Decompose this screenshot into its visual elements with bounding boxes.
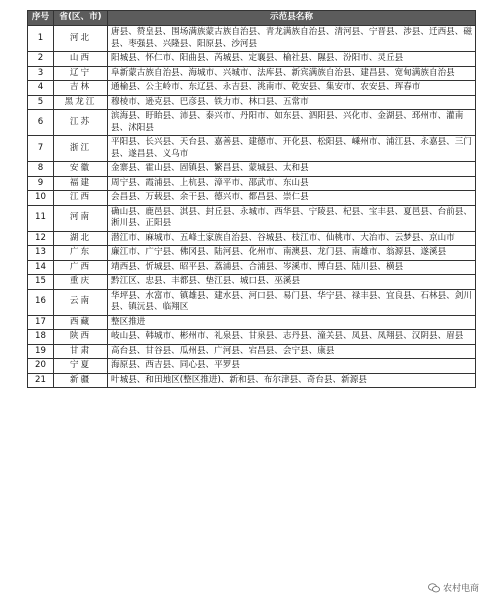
row-province: 浙江 [54, 136, 108, 162]
row-province: 江苏 [54, 110, 108, 136]
table-row [28, 344, 476, 359]
row-province: 河南 [54, 205, 108, 231]
table-row [28, 260, 476, 275]
table-row [28, 373, 476, 388]
row-province: 广东 [54, 246, 108, 261]
table-row [28, 162, 476, 177]
row-number: 5 [28, 95, 54, 110]
row-counties: 潜江市、麻城市、五峰土家族自治县、谷城县、枝江市、仙桃市、大冶市、云梦县、京山市 [108, 231, 476, 246]
row-province: 新疆 [54, 373, 108, 388]
demo-county-table [27, 10, 476, 388]
row-counties: 周宁县、霞浦县、上杭县、漳平市、邵武市、东山县 [108, 176, 476, 191]
row-counties: 金寨县、霍山县、固镇县、繁昌县、蒙城县、太和县 [108, 162, 476, 177]
row-counties: 通榆县、公主岭市、东辽县、永吉县、洮南市、乾安县、集安市、农安县、珲春市 [108, 81, 476, 96]
row-province: 云南 [54, 289, 108, 315]
row-counties: 叶城县、和田地区(整区推进)、新和县、布尔津县、奇台县、新源县 [108, 373, 476, 388]
row-province: 黑龙江 [54, 95, 108, 110]
table-row [28, 52, 476, 67]
table-row [28, 136, 476, 162]
row-counties: 滨海县、盱眙县、沛县、泰兴市、丹阳市、如东县、泗阳县、兴化市、金湖县、邳州市、灌南县、沭阳县 [108, 110, 476, 136]
row-counties: 靖西县、忻城县、昭平县、荔浦县、合浦县、岑溪市、博白县、陆川县、横县 [108, 260, 476, 275]
row-number: 9 [28, 176, 54, 191]
row-number: 8 [28, 162, 54, 177]
row-number: 18 [28, 330, 54, 345]
row-number: 17 [28, 315, 54, 330]
row-province: 重庆 [54, 275, 108, 290]
source-watermark [428, 581, 479, 594]
row-province: 陕西 [54, 330, 108, 345]
table-row [28, 275, 476, 290]
row-counties: 整区推进 [108, 315, 476, 330]
row-counties: 平阳县、长兴县、天台县、嘉善县、建德市、开化县、松阳县、嵊州市、浦江县、永嘉县、三门县、遂昌县、义乌市 [108, 136, 476, 162]
row-province: 山西 [54, 52, 108, 67]
table-row [28, 246, 476, 261]
row-number: 14 [28, 260, 54, 275]
row-province: 河北 [54, 26, 108, 52]
row-number: 2 [28, 52, 54, 67]
watermark-text: 农村电商 [442, 584, 479, 594]
table-row [28, 95, 476, 110]
row-number: 12 [28, 231, 54, 246]
header-province: 省(区、市) [54, 11, 108, 26]
row-counties: 唐县、赞皇县、围场满族蒙古族自治县、青龙满族自治县、清河县、宁晋县、涉县、迁西县、磁县、枣强县、兴隆县、阳原县、沙河县 [108, 26, 476, 52]
wechat-icon [428, 583, 440, 593]
row-counties: 华坪县、水富市、镇雄县、建水县、河口县、易门县、华宁县、禄丰县、宜良县、石林县、剑川县、镇沅县、临翔区 [108, 289, 476, 315]
row-number: 21 [28, 373, 54, 388]
table-header-row [28, 11, 476, 26]
row-counties: 会昌县、万载县、余干县、德兴市、都昌县、崇仁县 [108, 191, 476, 206]
table-row [28, 191, 476, 206]
table-row [28, 359, 476, 374]
row-number: 13 [28, 246, 54, 261]
row-number: 6 [28, 110, 54, 136]
row-counties: 阜新蒙古族自治县、海城市、兴城市、法库县、新宾满族自治县、建昌县、宽甸满族自治县 [108, 66, 476, 81]
row-province: 江西 [54, 191, 108, 206]
header-number: 序号 [28, 11, 54, 26]
row-province: 西藏 [54, 315, 108, 330]
row-province: 安徽 [54, 162, 108, 177]
table-row [28, 205, 476, 231]
row-number: 15 [28, 275, 54, 290]
row-province: 湖北 [54, 231, 108, 246]
row-province: 甘肃 [54, 344, 108, 359]
row-number: 7 [28, 136, 54, 162]
table-row [28, 176, 476, 191]
row-counties: 岐山县、韩城市、彬州市、礼泉县、甘泉县、志丹县、潼关县、凤县、凤翔县、汉阴县、眉县 [108, 330, 476, 345]
row-number: 19 [28, 344, 54, 359]
row-counties: 穆棱市、逊克县、巴彦县、铁力市、林口县、五常市 [108, 95, 476, 110]
row-number: 1 [28, 26, 54, 52]
table-row [28, 66, 476, 81]
row-counties: 确山县、鹿邑县、淇县、封丘县、永城市、西华县、宁陵县、杞县、宝丰县、夏邑县、台前县、淅川县、正阳县 [108, 205, 476, 231]
table-row [28, 330, 476, 345]
row-province: 宁夏 [54, 359, 108, 374]
table-row [28, 81, 476, 96]
row-number: 3 [28, 66, 54, 81]
row-province: 福建 [54, 176, 108, 191]
row-province: 广西 [54, 260, 108, 275]
row-counties: 廉江市、广宁县、佛冈县、陆河县、化州市、南澳县、龙门县、南雄市、翁源县、遂溪县 [108, 246, 476, 261]
table-row [28, 231, 476, 246]
table-row [28, 110, 476, 136]
row-counties: 高台县、甘谷县、瓜州县、广河县、宕昌县、会宁县、康县 [108, 344, 476, 359]
row-counties: 黔江区、忠县、丰都县、垫江县、城口县、巫溪县 [108, 275, 476, 290]
row-number: 11 [28, 205, 54, 231]
table-row [28, 289, 476, 315]
row-number: 16 [28, 289, 54, 315]
table-row [28, 315, 476, 330]
row-counties: 阳城县、怀仁市、阳曲县、芮城县、定襄县、榆社县、隰县、汾阳市、灵丘县 [108, 52, 476, 67]
header-county-names: 示范县名称 [108, 11, 476, 26]
row-province: 吉林 [54, 81, 108, 96]
row-number: 4 [28, 81, 54, 96]
row-province: 辽宁 [54, 66, 108, 81]
row-number: 10 [28, 191, 54, 206]
row-number: 20 [28, 359, 54, 374]
table-row [28, 26, 476, 52]
row-counties: 海原县、西吉县、同心县、平罗县 [108, 359, 476, 374]
